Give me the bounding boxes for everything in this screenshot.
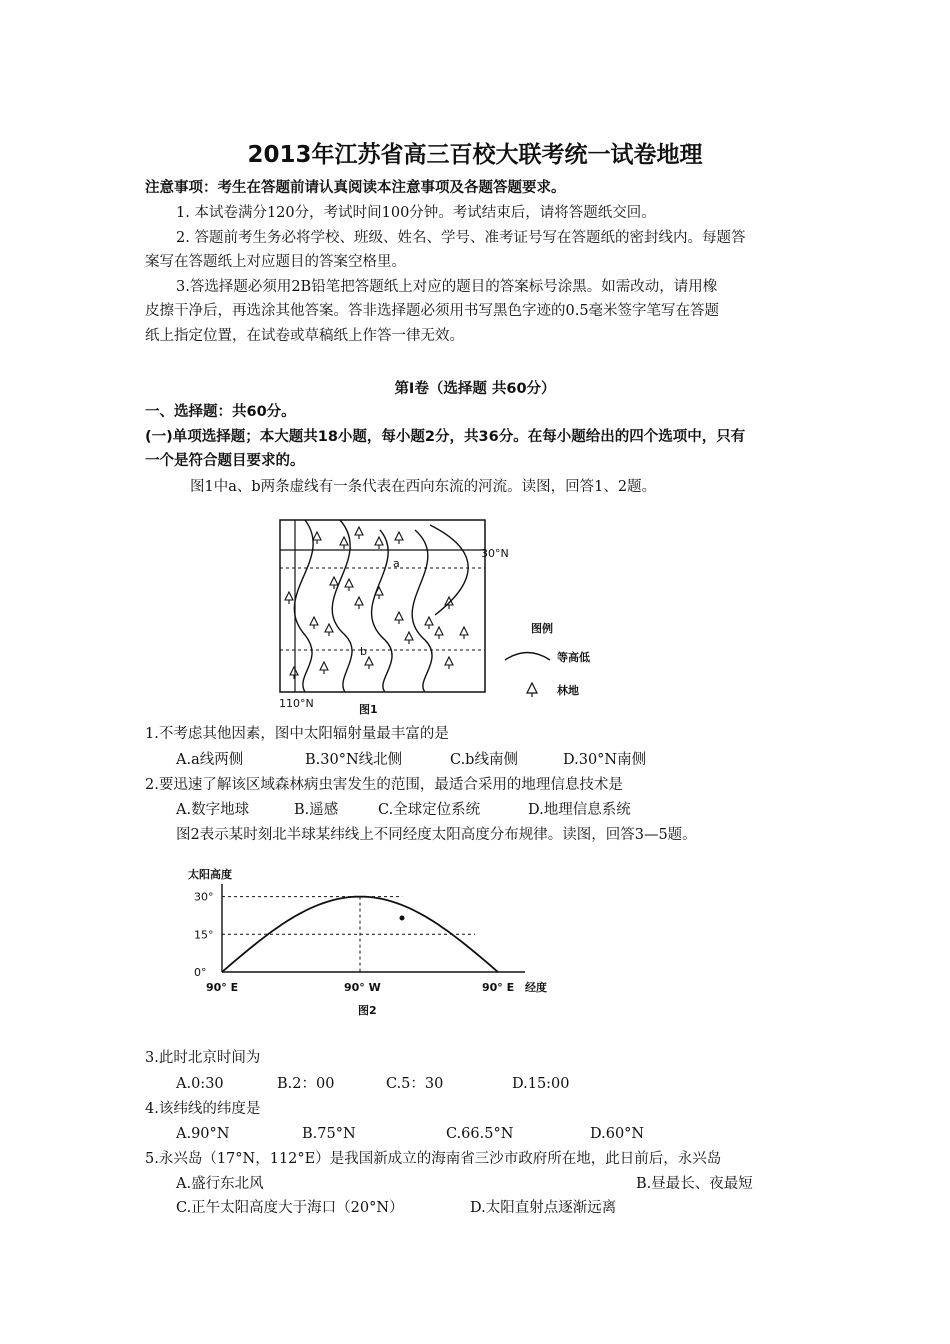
chart-y-tick-label: 15°	[194, 928, 214, 942]
chart-x-tick-label: 90° E	[482, 981, 515, 994]
fig1-contour-4	[412, 530, 432, 692]
chart-x-tick-label: 90° W	[344, 981, 381, 994]
q3-option-a: A.0:30	[176, 1076, 224, 1092]
q3-option-b: B.2：00	[277, 1076, 335, 1092]
figure-1	[265, 505, 625, 720]
subsection-line-1: (一)单项选择题；本大题共18小题，每小题2分，共36分。在每小题给出的四个选项中，只有	[145, 429, 746, 445]
q2-option-c: C.全球定位系统	[378, 802, 481, 818]
q5-option-a: A.盛行东北风	[176, 1176, 264, 1192]
part1-title: 第Ⅰ卷（选择题 共60分）	[394, 381, 556, 397]
q3-option-c: C.5：30	[386, 1076, 444, 1092]
notice-item-3-line-3: 纸上指定位置，在试卷或草稿纸上作答一律无效。	[145, 328, 464, 344]
q5-stem: 5.永兴岛（17°N，112°E）是我国新成立的海南省三沙市政府所在地，此日前后，永兴岛	[145, 1151, 722, 1167]
notice-item-2-line-1: 2. 答题前考生务必将学校、班级、姓名、学号、准考证号写在答题纸的密封线内。每题答	[176, 230, 746, 246]
q4-option-b: B.75°N	[302, 1126, 356, 1142]
chart-dot-mark	[400, 916, 405, 921]
notice-item-1: 1. 本试卷满分120分，考试时间100分钟。考试结束后，请将答题纸交回。	[176, 205, 656, 221]
page-title: 2013年江苏省高三百校大联考统一试卷地理	[247, 142, 703, 168]
figure-2-chart	[180, 862, 570, 1022]
notice-heading: 注意事项：考生在答题前请认真阅读本注意事项及各题答题要求。	[145, 180, 566, 196]
q5-option-b: B.昼最长、夜最短	[636, 1176, 753, 1192]
fig1-lat-label: 30°N	[481, 547, 509, 560]
q2-option-a: A.数字地球	[176, 802, 250, 818]
fig1-b-label: b	[360, 645, 367, 658]
chart-xlabel: 经度	[525, 981, 547, 994]
fig1-a-label: a	[393, 557, 400, 570]
q1-option-a: A.a线两侧	[176, 752, 244, 768]
q1-option-b: B.30°N线北侧	[305, 752, 403, 768]
q4-option-c: C.66.5°N	[446, 1126, 514, 1142]
chart-ylabel: 太阳高度	[188, 868, 232, 881]
fig1-legend-forest: 林地	[557, 684, 579, 697]
notice-item-2-line-2: 案写在答题纸上对应题目的答案空格里。	[145, 254, 406, 270]
q5-option-c: C.正午太阳高度大于海口（20°N）	[176, 1200, 404, 1216]
fig1-legend-contour-icon	[505, 653, 550, 661]
q4-stem: 4.该纬线的纬度是	[145, 1101, 261, 1117]
q1-option-d: D.30°N南侧	[563, 752, 647, 768]
q2-stem: 2.要迅速了解该区域森林病虫害发生的范围，最适合采用的地理信息技术是	[145, 777, 623, 793]
chart-caption: 图2	[358, 1004, 377, 1017]
fig1-contour-2	[332, 520, 352, 692]
q1-stem: 1.不考虑其他因素，图中太阳辐射量最丰富的是	[145, 726, 449, 742]
notice-item-3-line-2: 皮擦干净后，再选涂其他答案。答非选择题必须用书写黑色字迹的0.5毫米签字笔写在答题	[145, 303, 720, 319]
chart-y-tick-label: 0°	[194, 966, 207, 979]
q1-option-c: C.b线南侧	[450, 752, 518, 768]
q3-stem: 3.此时北京时间为	[145, 1050, 261, 1066]
fig1-legend-forest-icon	[527, 683, 537, 697]
q4-option-d: D.60°N	[590, 1126, 645, 1142]
q3-option-d: D.15:00	[512, 1076, 570, 1092]
fig2-intro: 图2表示某时刻北半球某纬线上不同经度太阳高度分布规律。读图，回答3—5题。	[176, 827, 697, 843]
fig1-caption: 图1	[359, 703, 378, 716]
subsection-line-2: 一个是符合题目要求的。	[145, 453, 305, 469]
q2-option-d: D.地理信息系统	[528, 802, 631, 818]
q5-option-d: D.太阳直射点逐渐远离	[470, 1200, 617, 1216]
fig1-contour-1	[294, 520, 313, 692]
section-heading: 一、选择题：共60分。	[145, 404, 296, 420]
chart-x-tick-label: 90° E	[206, 981, 239, 994]
q2-option-b: B.遥感	[294, 802, 339, 818]
fig1-legend-contour: 等高低	[557, 651, 590, 664]
q4-option-a: A.90°N	[176, 1126, 230, 1142]
fig1-frame	[280, 520, 485, 692]
fig1-lon-label: 110°N	[279, 697, 314, 710]
notice-item-3-line-1: 3.答选择题必须用2B铅笔把答题纸上对应的题目的答案标号涂黑。如需改动，请用橡	[176, 279, 718, 295]
fig1-legend-title: 图例	[531, 622, 553, 635]
fig1-contour-3	[372, 530, 392, 692]
fig1-intro: 图1中a、b两条虚线有一条代表在西向东流的河流。读图，回答1、2题。	[190, 479, 657, 495]
chart-y-tick-label: 30°	[194, 890, 214, 904]
fig1-contour-5	[430, 525, 468, 615]
